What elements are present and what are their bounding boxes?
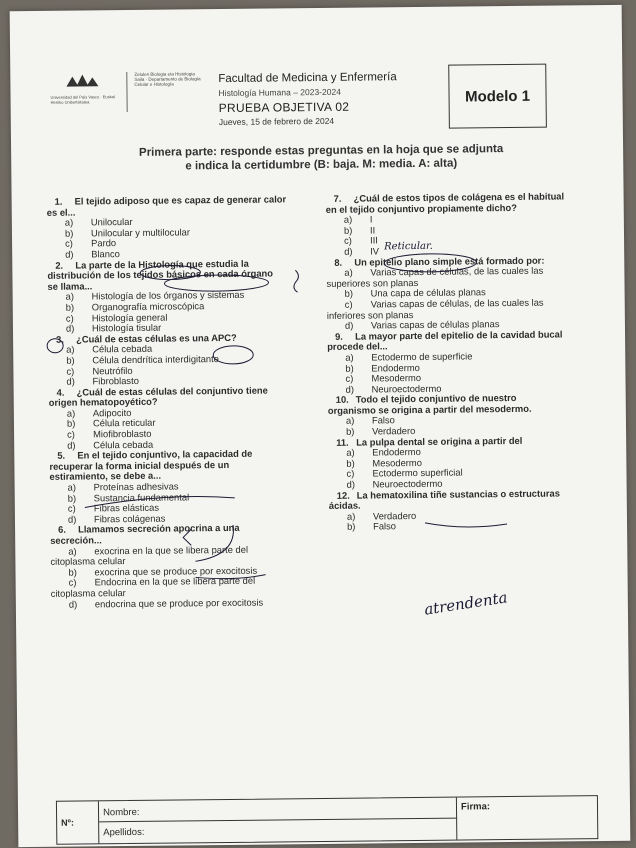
option-text-continued: inferiores son planas <box>326 308 414 321</box>
option-text: Mesodermo <box>371 372 422 384</box>
option-text: Falso <box>372 520 397 532</box>
option-text: III <box>370 234 378 246</box>
question-number: 11. <box>336 436 349 448</box>
option-text: Célula dendrítica interdigitante <box>92 352 219 366</box>
option-text: I <box>369 213 373 225</box>
department-name: Zelulen Biologia eta Histologia Saila · Departamento de Biología Celular e Histología <box>134 71 201 88</box>
option-text: Célula cebada <box>93 438 154 451</box>
question-text: ¿Cuál de estas células es una APC? <box>76 331 237 345</box>
option-letter: a) <box>344 266 353 278</box>
option-text: Neutrófilo <box>92 364 133 376</box>
handwritten-answer-note: Reticular. <box>384 240 433 253</box>
option-text: Mesodermo <box>372 456 422 469</box>
option-letter: a) <box>68 545 77 557</box>
option-text: Endocrina en la que se libera parte del <box>94 575 256 588</box>
option-text: Ectodermo superficial <box>372 466 463 479</box>
question-stem-continued: origen hematopoyético? <box>48 395 158 409</box>
option-letter: c) <box>345 372 354 384</box>
option-letter: b) <box>66 418 76 430</box>
option-letter: c) <box>65 312 74 324</box>
student-number-cell[interactable] <box>57 801 99 843</box>
question-text: Todo el tejido conjuntivo de nuestro <box>355 392 517 405</box>
option-text: II <box>369 224 376 236</box>
option-text-continued: citoplasma celular <box>50 555 126 568</box>
question-stem-continued: distribución de los tejidos básicos en cada órgano <box>47 267 274 282</box>
option-letter: d) <box>344 245 353 257</box>
subject-line: Histología Humana – 2023-2024 <box>218 86 341 99</box>
signature-cell[interactable] <box>457 796 597 839</box>
student-surname-cell[interactable] <box>99 819 457 844</box>
option-letter: c) <box>67 428 75 440</box>
option-letter: b) <box>68 566 77 578</box>
question-number: 8. <box>334 256 343 268</box>
option-text-continued: citoplasma celular <box>50 587 126 599</box>
pen-underline-apocrina <box>196 575 266 579</box>
option-letter: b) <box>64 227 74 239</box>
question-stem-continued: estiramiento, se debe a... <box>49 470 162 483</box>
signature-label: Firma: <box>460 801 491 813</box>
option-text: Varias capas de células planas <box>370 318 500 331</box>
option-text: Fibras colágenas <box>93 512 166 525</box>
model-label: Modelo 1 <box>464 87 531 105</box>
question-text: La pulpa dental se origina a partir del <box>356 434 523 448</box>
option-letter: d) <box>67 439 76 451</box>
option-text: Célula cebada <box>92 343 153 355</box>
pen-circle-apc <box>213 346 253 364</box>
option-text: endocrina que se produce por exocitosis <box>94 596 264 609</box>
pen-question-mark <box>294 270 299 292</box>
option-text: Proteínas adhesivas <box>93 480 179 493</box>
instructions-line-2: e indica la certidumbre (B: baja. M: media. A: alta) <box>185 157 458 173</box>
option-text-continued: superiores son planas <box>326 276 419 289</box>
exam-date: Jueves, 15 de febrero de 2024 <box>218 115 335 128</box>
option-letter: b) <box>346 457 355 469</box>
question-text: ¿Cuál de estos tipos de colágena es el habitual <box>353 190 565 204</box>
option-letter: a) <box>66 407 76 419</box>
option-text: Blanco <box>91 248 120 260</box>
option-text: Miofibroblasto <box>93 427 152 440</box>
question-stem-continued: organismo se origina a partir del mesodermo. <box>327 402 532 416</box>
option-text: Falso <box>371 414 395 426</box>
option-text: Pardo <box>91 237 117 249</box>
pen-underline-hematoxilina <box>425 522 507 527</box>
faculty-title: Facultad de Medicina y Enfermería <box>218 71 397 86</box>
exam-title: PRUEBA OBJETIVA 02 <box>218 99 350 116</box>
option-letter: c) <box>67 502 76 514</box>
option-letter: d) <box>67 513 77 525</box>
option-letter: d) <box>65 248 74 260</box>
option-letter: c) <box>66 365 75 377</box>
option-text: Organografía microscópica <box>91 300 205 313</box>
pen-circle-tejidos <box>164 275 268 292</box>
option-text: Varias capas de células, de las cuales las <box>370 264 544 278</box>
option-text: Fibroblasto <box>92 374 139 387</box>
pen-circle-histologia <box>140 265 200 280</box>
question-stem-continued: recuperar la forma inicial después de un <box>49 458 230 472</box>
option-text: Neuroectodermo <box>371 382 442 395</box>
option-letter: b) <box>65 301 75 313</box>
question-number: 12. <box>336 489 350 501</box>
option-letter: a) <box>64 216 74 228</box>
option-letter: b) <box>345 425 355 437</box>
question-stem-continued: se llama... <box>47 280 93 292</box>
question-number: 2. <box>55 259 64 271</box>
option-text: Célula reticular <box>92 417 156 429</box>
option-text: Verdadero <box>371 425 416 437</box>
option-letter: b) <box>344 287 354 300</box>
question-text: En el tejido conjuntivo, la capacidad de <box>77 447 253 461</box>
question-stem-continued: secreción... <box>50 534 102 546</box>
option-text: Varias capas de células, de las cuales las <box>370 296 544 310</box>
option-text: exocrina que se produce por exocitosis <box>94 564 258 578</box>
question-text: Llamamos secreción apocrina a una <box>78 522 240 535</box>
question-stem-continued: en el tejido conjuntivo propiamente dicho? <box>325 201 517 215</box>
question-text: ¿Cuál de estas células del conjuntivo tiene <box>76 384 268 398</box>
option-text: IV <box>370 245 380 257</box>
question-text: La hematoxilina tiñe sustancias o estructuras <box>356 487 560 501</box>
option-text: Adipocito <box>92 406 132 419</box>
option-letter: b) <box>345 362 354 374</box>
option-letter: d) <box>345 383 355 395</box>
option-letter: c) <box>65 237 73 250</box>
question-text: La parte de la Histología que estudia la <box>75 257 249 271</box>
option-letter: b) <box>346 521 356 533</box>
option-text: Ectodermo de superficie <box>371 350 473 363</box>
pen-arrow-line <box>195 525 234 561</box>
option-text: Fibras elásticas <box>93 501 160 514</box>
option-letter: a) <box>346 510 356 522</box>
option-text: Unilocular <box>90 216 133 228</box>
option-text: Sustancia fundamental <box>93 490 190 503</box>
question-number: 7. <box>333 192 342 204</box>
option-letter: a) <box>345 351 354 363</box>
option-text: Histología tisular <box>91 321 162 334</box>
option-text: Endodermo <box>371 361 420 373</box>
option-text: Unilocular y multilocular <box>90 226 191 239</box>
option-text: exocrina en la que se libera parte del <box>94 543 249 556</box>
option-letter: a) <box>346 446 355 458</box>
option-letter: a) <box>343 213 353 225</box>
pen-marks <box>10 5 631 847</box>
question-stem-continued: ácidas. <box>328 499 361 512</box>
pen-circle-d <box>47 339 63 353</box>
option-letter: a) <box>345 415 355 427</box>
option-letter: c) <box>344 298 353 310</box>
question-stem-continued: es el... <box>46 206 76 218</box>
option-text: Histología general <box>91 311 168 323</box>
student-name-label: Nombre: <box>102 806 140 819</box>
option-text: Neuroectodermo <box>372 477 443 490</box>
option-letter: d) <box>346 478 356 490</box>
option-letter: a) <box>67 481 77 493</box>
pen-arrow-head <box>183 529 191 545</box>
instructions-line-1: Primera parte: responde estas preguntas en la hoja que se adjunta <box>138 143 504 159</box>
option-letter: d) <box>344 319 354 331</box>
question-number: 6. <box>58 524 66 536</box>
pen-underline-recuperar <box>85 496 235 507</box>
option-letter: c) <box>68 576 77 589</box>
option-letter: a) <box>66 343 75 355</box>
exam-sheet <box>10 5 631 847</box>
option-text: Endodermo <box>372 446 421 458</box>
university-name: Universidad del País Vasco · Euskal Herriko Unibertsitatea <box>50 94 115 105</box>
option-letter: d) <box>66 375 75 387</box>
question-text: El tejido adiposo que es capaz de generar calor <box>74 193 287 207</box>
option-text: Una capa de células planas <box>370 286 486 299</box>
option-text: Histología de los órganos y sistemas <box>91 289 245 302</box>
question-number: 3. <box>56 333 64 345</box>
option-text: Verdadero <box>372 509 417 522</box>
question-number: 10. <box>335 393 349 406</box>
question-number: 5. <box>57 449 66 462</box>
option-letter: b) <box>67 492 77 504</box>
option-letter: b) <box>343 224 353 236</box>
question-number: 1. <box>54 195 63 207</box>
option-letter: b) <box>66 354 75 366</box>
handwritten-margin-note: atrendenta <box>422 588 509 619</box>
option-letter: a) <box>65 290 75 303</box>
option-letter: d) <box>68 598 78 610</box>
question-stem-continued: procede del... <box>327 340 388 353</box>
student-surname-label: Apellidos: <box>103 826 145 839</box>
question-text: La mayor parte del epitelio de la cavidad bucal <box>355 328 563 342</box>
option-letter: c) <box>344 235 352 247</box>
question-number: 9. <box>335 330 343 342</box>
question-text: Un epitelio plano simple está formado por: <box>354 254 545 268</box>
student-info-table <box>56 795 598 845</box>
question-number: 4. <box>56 386 65 398</box>
student-number-label: Nº: <box>61 817 74 828</box>
pen-circle-epitelio <box>384 253 476 272</box>
option-letter: d) <box>65 322 75 334</box>
option-letter: c) <box>346 468 355 480</box>
